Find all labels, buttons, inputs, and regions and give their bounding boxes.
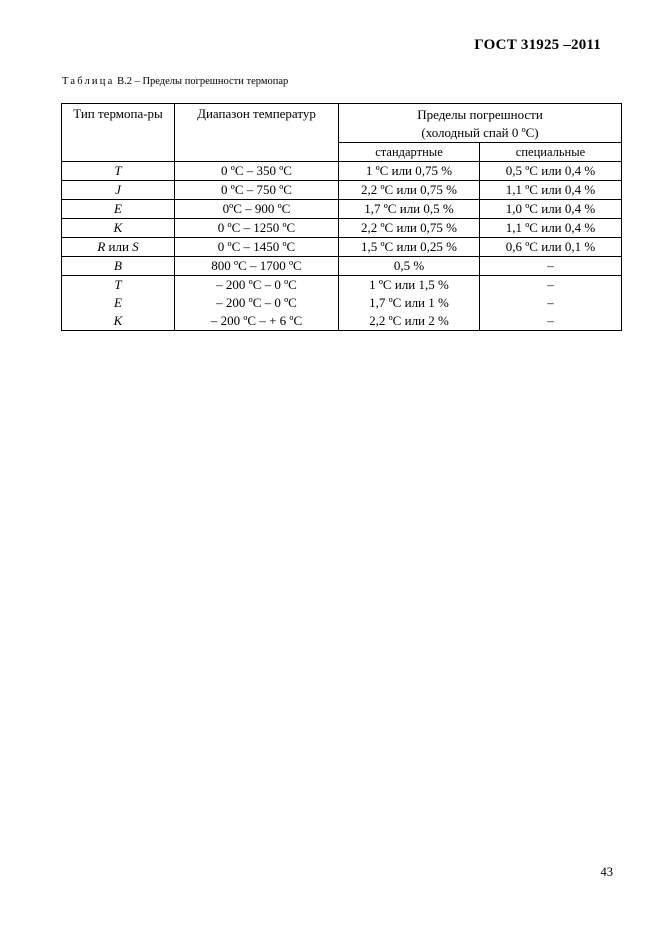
table-row	[62, 276, 622, 295]
cell-standard: 0,5 %	[339, 257, 480, 276]
header-range: Диапазон температур	[175, 104, 339, 162]
table-header-row	[62, 104, 622, 143]
error-limits-table	[61, 103, 622, 331]
header-limits	[339, 104, 622, 143]
cell-range: 0 ºС – 1250 ºС	[175, 219, 339, 238]
standard-identifier: ГОСТ 31925 –2011	[474, 37, 601, 53]
table-row	[62, 238, 622, 257]
table-caption-text: В.2 – Пределы погрешности термопар	[117, 76, 289, 87]
cell-special: –	[480, 276, 622, 295]
cell-standard: 1,7 ºС или 0,5 %	[339, 200, 480, 219]
table-caption	[62, 76, 288, 87]
cell-standard: 2,2 ºС или 0,75 %	[339, 219, 480, 238]
cell-special: –	[480, 257, 622, 276]
cell-range: – 200 ºС – 0 ºС	[175, 294, 339, 312]
cell-type: B	[62, 257, 175, 276]
cell-range: 800 ºС – 1700 ºС	[175, 257, 339, 276]
cell-range: 0ºС – 900 ºС	[175, 200, 339, 219]
cell-range: 0 ºС – 350 ºС	[175, 162, 339, 181]
cell-special: 0,6 ºС или 0,1 %	[480, 238, 622, 257]
header-type: Тип термопа-ры	[62, 104, 175, 162]
cell-special: 0,5 ºС или 0,4 %	[480, 162, 622, 181]
cell-standard: 1 ºС или 0,75 %	[339, 162, 480, 181]
header-limits-line1: Пределы погрешности	[417, 107, 543, 122]
page-number: 43	[600, 865, 613, 879]
cell-special: 1,1 ºС или 0,4 %	[480, 219, 622, 238]
header-limits-line2: (холодный спай 0 ºС)	[421, 125, 539, 140]
cell-standard: 2,2 ºС или 0,75 %	[339, 181, 480, 200]
cell-standard: 2,2 ºС или 2 %	[339, 312, 480, 331]
table-row	[62, 294, 622, 312]
cell-type	[62, 238, 175, 257]
cell-special: –	[480, 294, 622, 312]
table-row	[62, 200, 622, 219]
cell-range: – 200 ºС – + 6 ºС	[175, 312, 339, 331]
cell-type-r: R	[97, 239, 106, 254]
cell-special: 1,0 ºС или 0,4 %	[480, 200, 622, 219]
cell-type-or: или	[105, 239, 133, 254]
cell-type: E	[62, 200, 175, 219]
cell-range: 0 ºС – 1450 ºС	[175, 238, 339, 257]
cell-type: K	[62, 219, 175, 238]
cell-type: E	[62, 294, 175, 312]
cell-type: K	[62, 312, 175, 331]
cell-special: 1,1 ºС или 0,4 %	[480, 181, 622, 200]
cell-range: 0 ºС – 750 ºС	[175, 181, 339, 200]
cell-type-s: S	[132, 239, 139, 254]
cell-special: –	[480, 312, 622, 331]
cell-standard: 1,7 ºС или 1 %	[339, 294, 480, 312]
cell-standard: 1 ºС или 1,5 %	[339, 276, 480, 295]
cell-standard: 1,5 ºС или 0,25 %	[339, 238, 480, 257]
table-row	[62, 181, 622, 200]
cell-type: J	[62, 181, 175, 200]
header-special: специальные	[480, 143, 622, 162]
cell-type: T	[62, 276, 175, 295]
cell-range: – 200 ºС – 0 ºС	[175, 276, 339, 295]
table-row	[62, 312, 622, 331]
table-row	[62, 219, 622, 238]
table-row	[62, 257, 622, 276]
table-caption-label: Таблица	[62, 76, 115, 87]
cell-type: T	[62, 162, 175, 181]
table-row	[62, 162, 622, 181]
header-standard: стандартные	[339, 143, 480, 162]
